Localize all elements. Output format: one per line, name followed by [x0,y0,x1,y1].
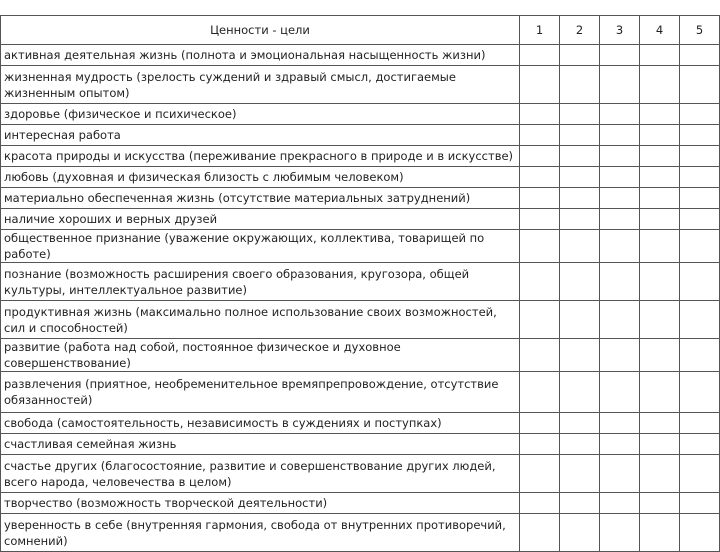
rating-cell-3[interactable] [600,263,640,301]
rating-cell-1[interactable] [520,66,560,104]
rating-cell-5[interactable] [680,45,720,66]
rating-cell-5[interactable] [680,493,720,514]
table-row [1,455,720,493]
rating-cell-1[interactable] [520,209,560,230]
rating-cell-1[interactable] [520,263,560,301]
column-header-5: 5 [680,16,720,45]
value-label: свобода (самостоятельность, независимость в суждениях и поступках) [1,413,520,434]
rating-cell-5[interactable] [680,188,720,209]
rating-cell-1[interactable] [520,188,560,209]
rating-cell-1[interactable] [520,146,560,167]
rating-cell-3[interactable] [600,514,640,552]
value-label: материально обеспеченная жизнь (отсутствие материальных затруднений) [1,188,520,209]
rating-cell-1[interactable] [520,514,560,552]
rating-cell-2[interactable] [560,514,600,552]
rating-cell-5[interactable] [680,455,720,493]
table-row [1,372,720,413]
rating-cell-2[interactable] [560,146,600,167]
table-row [1,263,720,301]
value-label: счастье других (благосостояние, развитие и совершенствование других людей, всего народа, человечества в целом) [1,455,520,493]
rating-cell-3[interactable] [600,455,640,493]
column-header-4: 4 [640,16,680,45]
value-label: развлечения (приятное, необременительное времяпрепровождение, отсутствие обязанностей) [1,372,520,413]
rating-cell-3[interactable] [600,209,640,230]
rating-cell-1[interactable] [520,167,560,188]
table-row [1,209,720,230]
column-header-1: 1 [520,16,560,45]
rating-cell-4[interactable] [640,413,680,434]
value-label: творчество (возможность творческой деятельности) [1,493,520,514]
table-row [1,339,720,372]
rating-cell-4[interactable] [640,263,680,301]
rating-cell-1[interactable] [520,455,560,493]
rating-cell-1[interactable] [520,45,560,66]
table-row [1,434,720,455]
rating-cell-3[interactable] [600,372,640,413]
value-label: познание (возможность расширения своего образования, кругозора, общей культуры, интеллектуальное развитие) [1,263,520,301]
rating-cell-1[interactable] [520,104,560,125]
rating-cell-1[interactable] [520,301,560,339]
value-label: интересная работа [1,125,520,146]
table-row [1,230,720,263]
column-header-2: 2 [560,16,600,45]
rating-cell-2[interactable] [560,125,600,146]
rating-cell-1[interactable] [520,434,560,455]
rating-cell-2[interactable] [560,188,600,209]
rating-cell-5[interactable] [680,125,720,146]
rating-cell-3[interactable] [600,413,640,434]
rating-cell-3[interactable] [600,146,640,167]
rating-cell-4[interactable] [640,514,680,552]
rating-cell-5[interactable] [680,66,720,104]
rating-cell-1[interactable] [520,372,560,413]
rating-cell-2[interactable] [560,45,600,66]
table-row [1,146,720,167]
table-row [1,66,720,104]
rating-cell-5[interactable] [680,339,720,372]
rating-cell-1[interactable] [520,339,560,372]
rating-cell-3[interactable] [600,434,640,455]
rating-cell-5[interactable] [680,372,720,413]
value-label: развитие (работа над собой, постоянное физическое и духовное совершенствование) [1,339,520,372]
rating-cell-4[interactable] [640,66,680,104]
rating-cell-4[interactable] [640,493,680,514]
rating-cell-5[interactable] [680,514,720,552]
rating-cell-3[interactable] [600,66,640,104]
header-title: Ценности - цели [1,16,520,45]
rating-cell-3[interactable] [600,301,640,339]
value-label: наличие хороших и верных друзей [1,209,520,230]
rating-cell-2[interactable] [560,413,600,434]
value-label: продуктивная жизнь (максимально полное использование своих возможностей, сил и способностей) [1,301,520,339]
values-ranking-table [0,15,720,552]
rating-cell-5[interactable] [680,209,720,230]
rating-cell-2[interactable] [560,230,600,263]
rating-cell-2[interactable] [560,455,600,493]
value-label: активная деятельная жизнь (полнота и эмоциональная насыщенность жизни) [1,45,520,66]
rating-cell-3[interactable] [600,104,640,125]
rating-cell-3[interactable] [600,45,640,66]
column-header-3: 3 [600,16,640,45]
rating-cell-5[interactable] [680,230,720,263]
rating-cell-4[interactable] [640,434,680,455]
rating-cell-3[interactable] [600,339,640,372]
rating-cell-4[interactable] [640,455,680,493]
table-row [1,413,720,434]
rating-cell-2[interactable] [560,301,600,339]
rating-cell-2[interactable] [560,434,600,455]
rating-cell-5[interactable] [680,301,720,339]
rating-cell-4[interactable] [640,230,680,263]
value-label: любовь (духовная и физическая близость с любимым человеком) [1,167,520,188]
rating-cell-3[interactable] [600,167,640,188]
rating-cell-5[interactable] [680,434,720,455]
value-label: уверенность в себе (внутренняя гармония, свобода от внутренних противоречий, сомнений) [1,514,520,552]
rating-cell-4[interactable] [640,104,680,125]
rating-cell-4[interactable] [640,45,680,66]
table-row [1,301,720,339]
rating-cell-4[interactable] [640,167,680,188]
rating-cell-2[interactable] [560,66,600,104]
rating-cell-2[interactable] [560,339,600,372]
rating-cell-2[interactable] [560,493,600,514]
rating-cell-4[interactable] [640,188,680,209]
rating-cell-5[interactable] [680,413,720,434]
rating-cell-2[interactable] [560,167,600,188]
rating-cell-4[interactable] [640,301,680,339]
table-row [1,167,720,188]
rating-cell-4[interactable] [640,372,680,413]
value-label: общественное признание (уважение окружающих, коллектива, товарищей по работе) [1,230,520,263]
rating-cell-1[interactable] [520,493,560,514]
rating-cell-4[interactable] [640,339,680,372]
rating-cell-2[interactable] [560,263,600,301]
value-label: счастливая семейная жизнь [1,434,520,455]
rating-cell-4[interactable] [640,209,680,230]
rating-cell-1[interactable] [520,125,560,146]
table-row [1,104,720,125]
rating-cell-3[interactable] [600,188,640,209]
rating-cell-3[interactable] [600,493,640,514]
rating-cell-1[interactable] [520,413,560,434]
table-row [1,45,720,66]
table-row [1,493,720,514]
rating-cell-2[interactable] [560,104,600,125]
rating-cell-5[interactable] [680,167,720,188]
rating-cell-4[interactable] [640,146,680,167]
header-row [1,16,720,45]
value-label: жизненная мудрость (зрелость суждений и здравый смысл, достигаемые жизненным опытом) [1,66,520,104]
table-row [1,188,720,209]
rating-cell-3[interactable] [600,230,640,263]
rating-cell-2[interactable] [560,209,600,230]
table-row [1,125,720,146]
rating-cell-5[interactable] [680,104,720,125]
value-label: красота природы и искусства (переживание прекрасного в природе и в искусстве) [1,146,520,167]
rating-cell-5[interactable] [680,146,720,167]
rating-cell-3[interactable] [600,125,640,146]
value-label: здоровье (физическое и психическое) [1,104,520,125]
rating-cell-1[interactable] [520,230,560,263]
table-row [1,514,720,552]
rating-cell-5[interactable] [680,263,720,301]
rating-cell-2[interactable] [560,372,600,413]
rating-cell-4[interactable] [640,125,680,146]
